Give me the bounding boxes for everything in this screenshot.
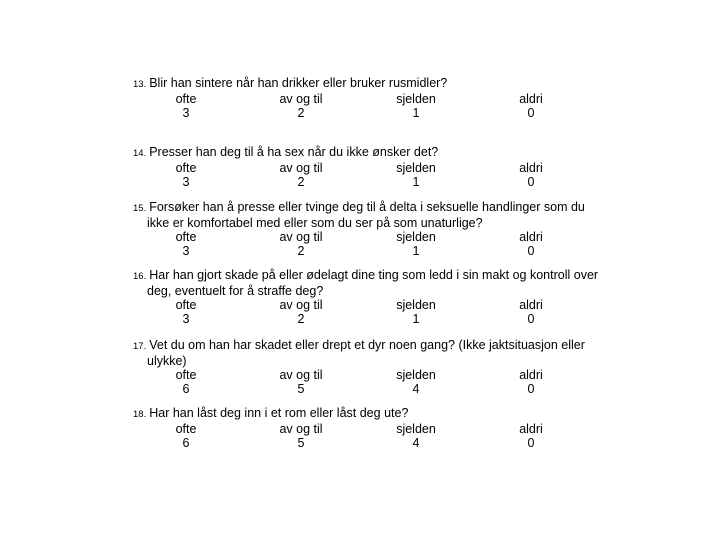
answer-score: 2: [297, 312, 305, 326]
answer-score: 0: [527, 312, 535, 326]
answer-score: 0: [527, 436, 535, 450]
answer-option-label: av og til: [279, 368, 323, 382]
question-text: Har han gjort skade på eller ødelagt dine ting som ledd i sin makt og kontroll over: [149, 268, 599, 282]
question-number: 17.: [133, 341, 147, 352]
answer-scores-row: [133, 175, 583, 189]
answer-option-label: ofte: [175, 298, 197, 312]
answer-options-row: [133, 422, 583, 436]
answer-scores-row: [133, 312, 583, 326]
answer-option-label: sjelden: [396, 368, 436, 382]
answer-option-label: aldri: [519, 298, 543, 312]
answer-score: 3: [182, 244, 190, 258]
answer-option-label: aldri: [519, 230, 543, 244]
answer-option-label: ofte: [175, 92, 197, 106]
answer-option-label: sjelden: [396, 161, 436, 175]
question-number: 18.: [133, 409, 147, 420]
question-text: Vet du om han har skadet eller drept et dyr noen gang? (Ikke jaktsituasjon eller: [149, 338, 585, 352]
answer-scores-row: [133, 436, 583, 450]
answer-option-label: av og til: [279, 92, 323, 106]
question-text-line: [133, 354, 583, 368]
question-text-line: [133, 216, 583, 230]
answer-option-label: av og til: [279, 230, 323, 244]
answer-score: 4: [412, 382, 420, 396]
question-number: 16.: [133, 271, 147, 282]
answer-option-label: aldri: [519, 161, 543, 175]
question-text-line: [133, 338, 583, 354]
question-text-continuation: ikke er komfortabel med eller som du ser på som unaturlige?: [147, 216, 483, 230]
question-text: Presser han deg til å ha sex når du ikke ønsker det?: [149, 145, 439, 159]
question-text-line: [133, 268, 599, 284]
answer-score: 6: [182, 382, 190, 396]
answer-option-label: ofte: [175, 422, 197, 436]
answer-score: 0: [527, 175, 535, 189]
answer-score: 5: [297, 436, 305, 450]
answer-option-label: ofte: [175, 368, 197, 382]
question-text: Forsøker han å presse eller tvinge deg til å delta i seksuelle handlinger som du: [149, 200, 585, 214]
answer-options-row: [133, 298, 583, 312]
answer-option-label: av og til: [279, 422, 323, 436]
answer-option-label: av og til: [279, 298, 323, 312]
answer-option-label: aldri: [519, 92, 543, 106]
answer-option-label: aldri: [519, 368, 543, 382]
question-block: [133, 76, 583, 120]
answer-option-label: ofte: [175, 230, 197, 244]
answer-options-row: [133, 368, 583, 382]
answer-scores-row: [133, 382, 583, 396]
answer-score: 2: [297, 106, 305, 120]
answer-score: 1: [412, 175, 420, 189]
question-text-line: [133, 145, 583, 161]
question-block: [133, 200, 583, 258]
answer-option-label: sjelden: [396, 92, 436, 106]
answer-option-label: sjelden: [396, 230, 436, 244]
question-number: 13.: [133, 79, 147, 90]
question-block: [133, 338, 583, 396]
question-number: 15.: [133, 203, 147, 214]
answer-score: 0: [527, 382, 535, 396]
answer-options-row: [133, 230, 583, 244]
answer-score: 1: [412, 106, 420, 120]
answer-scores-row: [133, 244, 583, 258]
question-text-line: [133, 406, 583, 422]
answer-options-row: [133, 92, 583, 106]
question-text-continuation: ulykke): [147, 354, 187, 368]
answer-option-label: sjelden: [396, 422, 436, 436]
answer-options-row: [133, 161, 583, 175]
question-text-continuation: deg, eventuelt for å straffe deg?: [147, 284, 324, 298]
question-text: Blir han sintere når han drikker eller bruker rusmidler?: [149, 76, 448, 90]
answer-score: 4: [412, 436, 420, 450]
answer-option-label: av og til: [279, 161, 323, 175]
answer-score: 2: [297, 244, 305, 258]
answer-score: 0: [527, 106, 535, 120]
question-text: Har han låst deg inn i et rom eller låst deg ute?: [149, 406, 409, 420]
answer-score: 0: [527, 244, 535, 258]
question-text-line: [133, 284, 583, 298]
answer-score: 3: [182, 106, 190, 120]
question-text-line: [133, 200, 583, 216]
question-block: [133, 406, 583, 450]
answer-score: 6: [182, 436, 190, 450]
answer-score: 3: [182, 312, 190, 326]
answer-score: 1: [412, 244, 420, 258]
answer-score: 3: [182, 175, 190, 189]
answer-scores-row: [133, 106, 583, 120]
question-text-line: [133, 76, 583, 92]
answer-option-label: aldri: [519, 422, 543, 436]
answer-score: 5: [297, 382, 305, 396]
question-block: [133, 145, 583, 189]
question-number: 14.: [133, 148, 147, 159]
answer-score: 2: [297, 175, 305, 189]
answer-score: 1: [412, 312, 420, 326]
answer-option-label: ofte: [175, 161, 197, 175]
question-block: [133, 268, 599, 326]
answer-option-label: sjelden: [396, 298, 436, 312]
